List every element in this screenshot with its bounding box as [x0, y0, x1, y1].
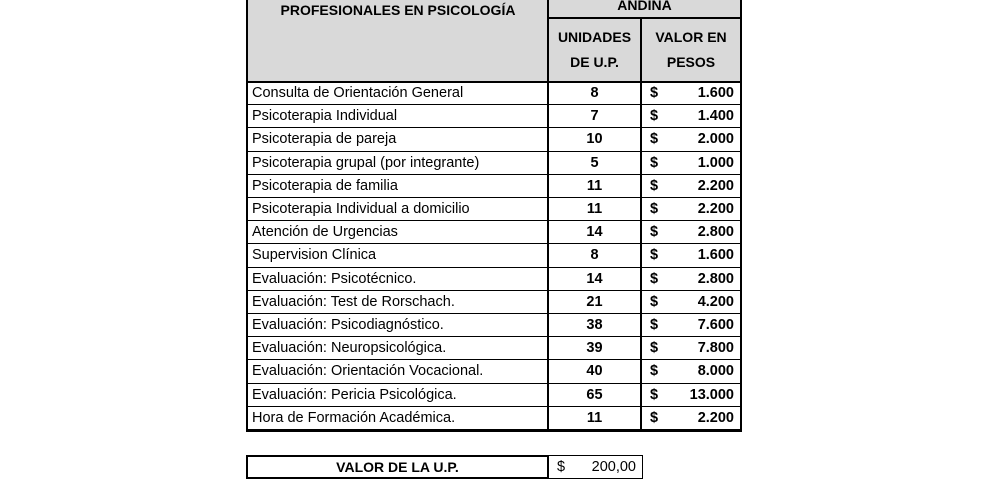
- units-cell: [549, 244, 640, 267]
- service-cell: [248, 244, 547, 267]
- price-value: 7.800: [697, 340, 734, 357]
- units-value: 8: [590, 247, 599, 264]
- up-value-text: 200,00: [591, 459, 636, 475]
- units-cell: [549, 105, 640, 128]
- service-cell: [248, 82, 547, 105]
- service-cell: [248, 152, 547, 175]
- units-value: 38: [586, 317, 603, 334]
- price-currency-symbol: $: [650, 317, 659, 334]
- price-currency-symbol: $: [650, 177, 659, 194]
- units-cell: [549, 314, 640, 337]
- service-name: Consulta de Orientación General: [252, 85, 464, 102]
- price-value: 2.200: [697, 409, 734, 426]
- service-name: Psicoterapia Individual: [252, 108, 398, 125]
- price-value: 1.000: [697, 154, 734, 171]
- units-cell: [549, 198, 640, 221]
- price-currency-symbol: $: [650, 340, 659, 357]
- price-value: 2.200: [697, 201, 734, 218]
- units-value: 11: [586, 177, 603, 194]
- service-cell: [248, 105, 547, 128]
- price-value: 1.600: [697, 85, 734, 102]
- units-cell: [549, 291, 640, 314]
- units-value: 11: [586, 409, 603, 426]
- service-cell: [248, 268, 547, 291]
- price-currency-symbol: $: [650, 108, 659, 125]
- grid-line-header-bottom: [246, 81, 742, 83]
- price-cell: [642, 337, 740, 360]
- units-cell: [549, 152, 640, 175]
- units-value: 14: [586, 270, 603, 287]
- units-value: 65: [586, 386, 603, 403]
- price-currency-symbol: $: [650, 363, 659, 380]
- price-currency-symbol: $: [650, 247, 659, 264]
- units-column-header-text: UNIDADES DE U.P.: [557, 29, 632, 70]
- units-value: 7: [590, 108, 599, 125]
- service-name: Psicoterapia Individual a domicilio: [252, 201, 470, 218]
- price-currency-symbol: $: [650, 154, 659, 171]
- units-cell: [549, 221, 640, 244]
- service-cell: [248, 175, 547, 198]
- units-column-header: [548, 18, 641, 82]
- service-name: Evaluación: Pericia Psicológica.: [252, 386, 457, 403]
- price-value: 2.800: [697, 270, 734, 287]
- price-value: 1.600: [697, 247, 734, 264]
- service-name: Evaluación: Psicotécnico.: [252, 270, 417, 287]
- price-cell: [642, 221, 740, 244]
- grid-line-col1: [547, 0, 549, 432]
- up-currency-symbol: $: [557, 459, 566, 475]
- price-currency-symbol: $: [650, 386, 659, 403]
- units-cell: [549, 360, 640, 383]
- grid-line-bottom: [246, 430, 742, 432]
- units-value: 40: [586, 363, 603, 380]
- price-currency-symbol: $: [650, 201, 659, 218]
- table-title-text: PROFESIONALES EN PSICOLOGÍA: [280, 2, 516, 18]
- region-header-text: ANDINA: [617, 0, 672, 13]
- price-currency-symbol: $: [650, 270, 659, 287]
- units-cell: [549, 175, 640, 198]
- units-cell: [549, 82, 640, 105]
- price-value: 7.600: [697, 317, 734, 334]
- value-column-header-text: VALOR EN PESOS: [655, 29, 727, 70]
- service-cell: [248, 198, 547, 221]
- price-currency-symbol: $: [650, 224, 659, 241]
- service-cell: [248, 384, 547, 407]
- units-value: 14: [586, 224, 603, 241]
- service-name: Psicoterapia grupal (por integrante): [252, 154, 480, 171]
- price-value: 2.000: [697, 131, 734, 148]
- grid-line-region: [548, 17, 741, 19]
- price-value: 8.000: [697, 363, 734, 380]
- units-value: 39: [586, 340, 603, 357]
- price-cell: [642, 82, 740, 105]
- service-cell: [248, 407, 547, 430]
- price-currency-symbol: $: [650, 131, 659, 148]
- service-name: Evaluación: Orientación Vocacional.: [252, 363, 484, 380]
- service-name: Evaluación: Test de Rorschach.: [252, 293, 455, 310]
- value-column-header: [641, 18, 741, 82]
- up-value-label-text: VALOR DE LA U.P.: [336, 459, 459, 475]
- price-cell: [642, 175, 740, 198]
- service-name: Hora de Formación Académica.: [252, 409, 456, 426]
- price-value: 4.200: [697, 293, 734, 310]
- service-name: Evaluación: Neuropsicológica.: [252, 340, 447, 357]
- units-value: 10: [586, 131, 603, 148]
- grid-line-col2: [640, 17, 642, 432]
- up-value-amount: [549, 455, 643, 479]
- grid-line-left: [246, 0, 248, 432]
- units-cell: [549, 407, 640, 430]
- up-value-label: [246, 455, 549, 479]
- price-cell: [642, 268, 740, 291]
- service-name: Psicoterapia de familia: [252, 177, 398, 194]
- price-value: 1.400: [697, 108, 734, 125]
- service-cell: [248, 291, 547, 314]
- price-currency-symbol: $: [650, 293, 659, 310]
- service-cell: [248, 128, 547, 151]
- price-cell: [642, 291, 740, 314]
- service-cell: [248, 337, 547, 360]
- units-value: 8: [590, 85, 599, 102]
- units-cell: [549, 337, 640, 360]
- units-cell: [549, 384, 640, 407]
- price-value: 13.000: [689, 386, 734, 403]
- price-currency-symbol: $: [650, 85, 659, 102]
- units-value: 5: [590, 154, 599, 171]
- price-cell: [642, 384, 740, 407]
- region-header: [548, 0, 741, 18]
- price-cell: [642, 244, 740, 267]
- price-cell: [642, 152, 740, 175]
- price-cell: [642, 128, 740, 151]
- price-cell: [642, 105, 740, 128]
- service-cell: [248, 314, 547, 337]
- price-cell: [642, 198, 740, 221]
- price-cell: [642, 360, 740, 383]
- service-name: Supervision Clínica: [252, 247, 377, 264]
- grid-line-right: [740, 0, 742, 432]
- service-name: Atención de Urgencias: [252, 224, 398, 241]
- service-name: Evaluación: Psicodiagnóstico.: [252, 317, 444, 334]
- units-cell: [549, 268, 640, 291]
- price-value: 2.200: [697, 177, 734, 194]
- service-cell: [248, 360, 547, 383]
- units-cell: [549, 128, 640, 151]
- price-currency-symbol: $: [650, 409, 659, 426]
- price-value: 2.800: [697, 224, 734, 241]
- service-name: Psicoterapia de pareja: [252, 131, 397, 148]
- units-value: 11: [586, 201, 603, 218]
- price-cell: [642, 314, 740, 337]
- table-title: [248, 0, 548, 82]
- units-value: 21: [586, 293, 603, 310]
- service-cell: [248, 221, 547, 244]
- price-cell: [642, 407, 740, 430]
